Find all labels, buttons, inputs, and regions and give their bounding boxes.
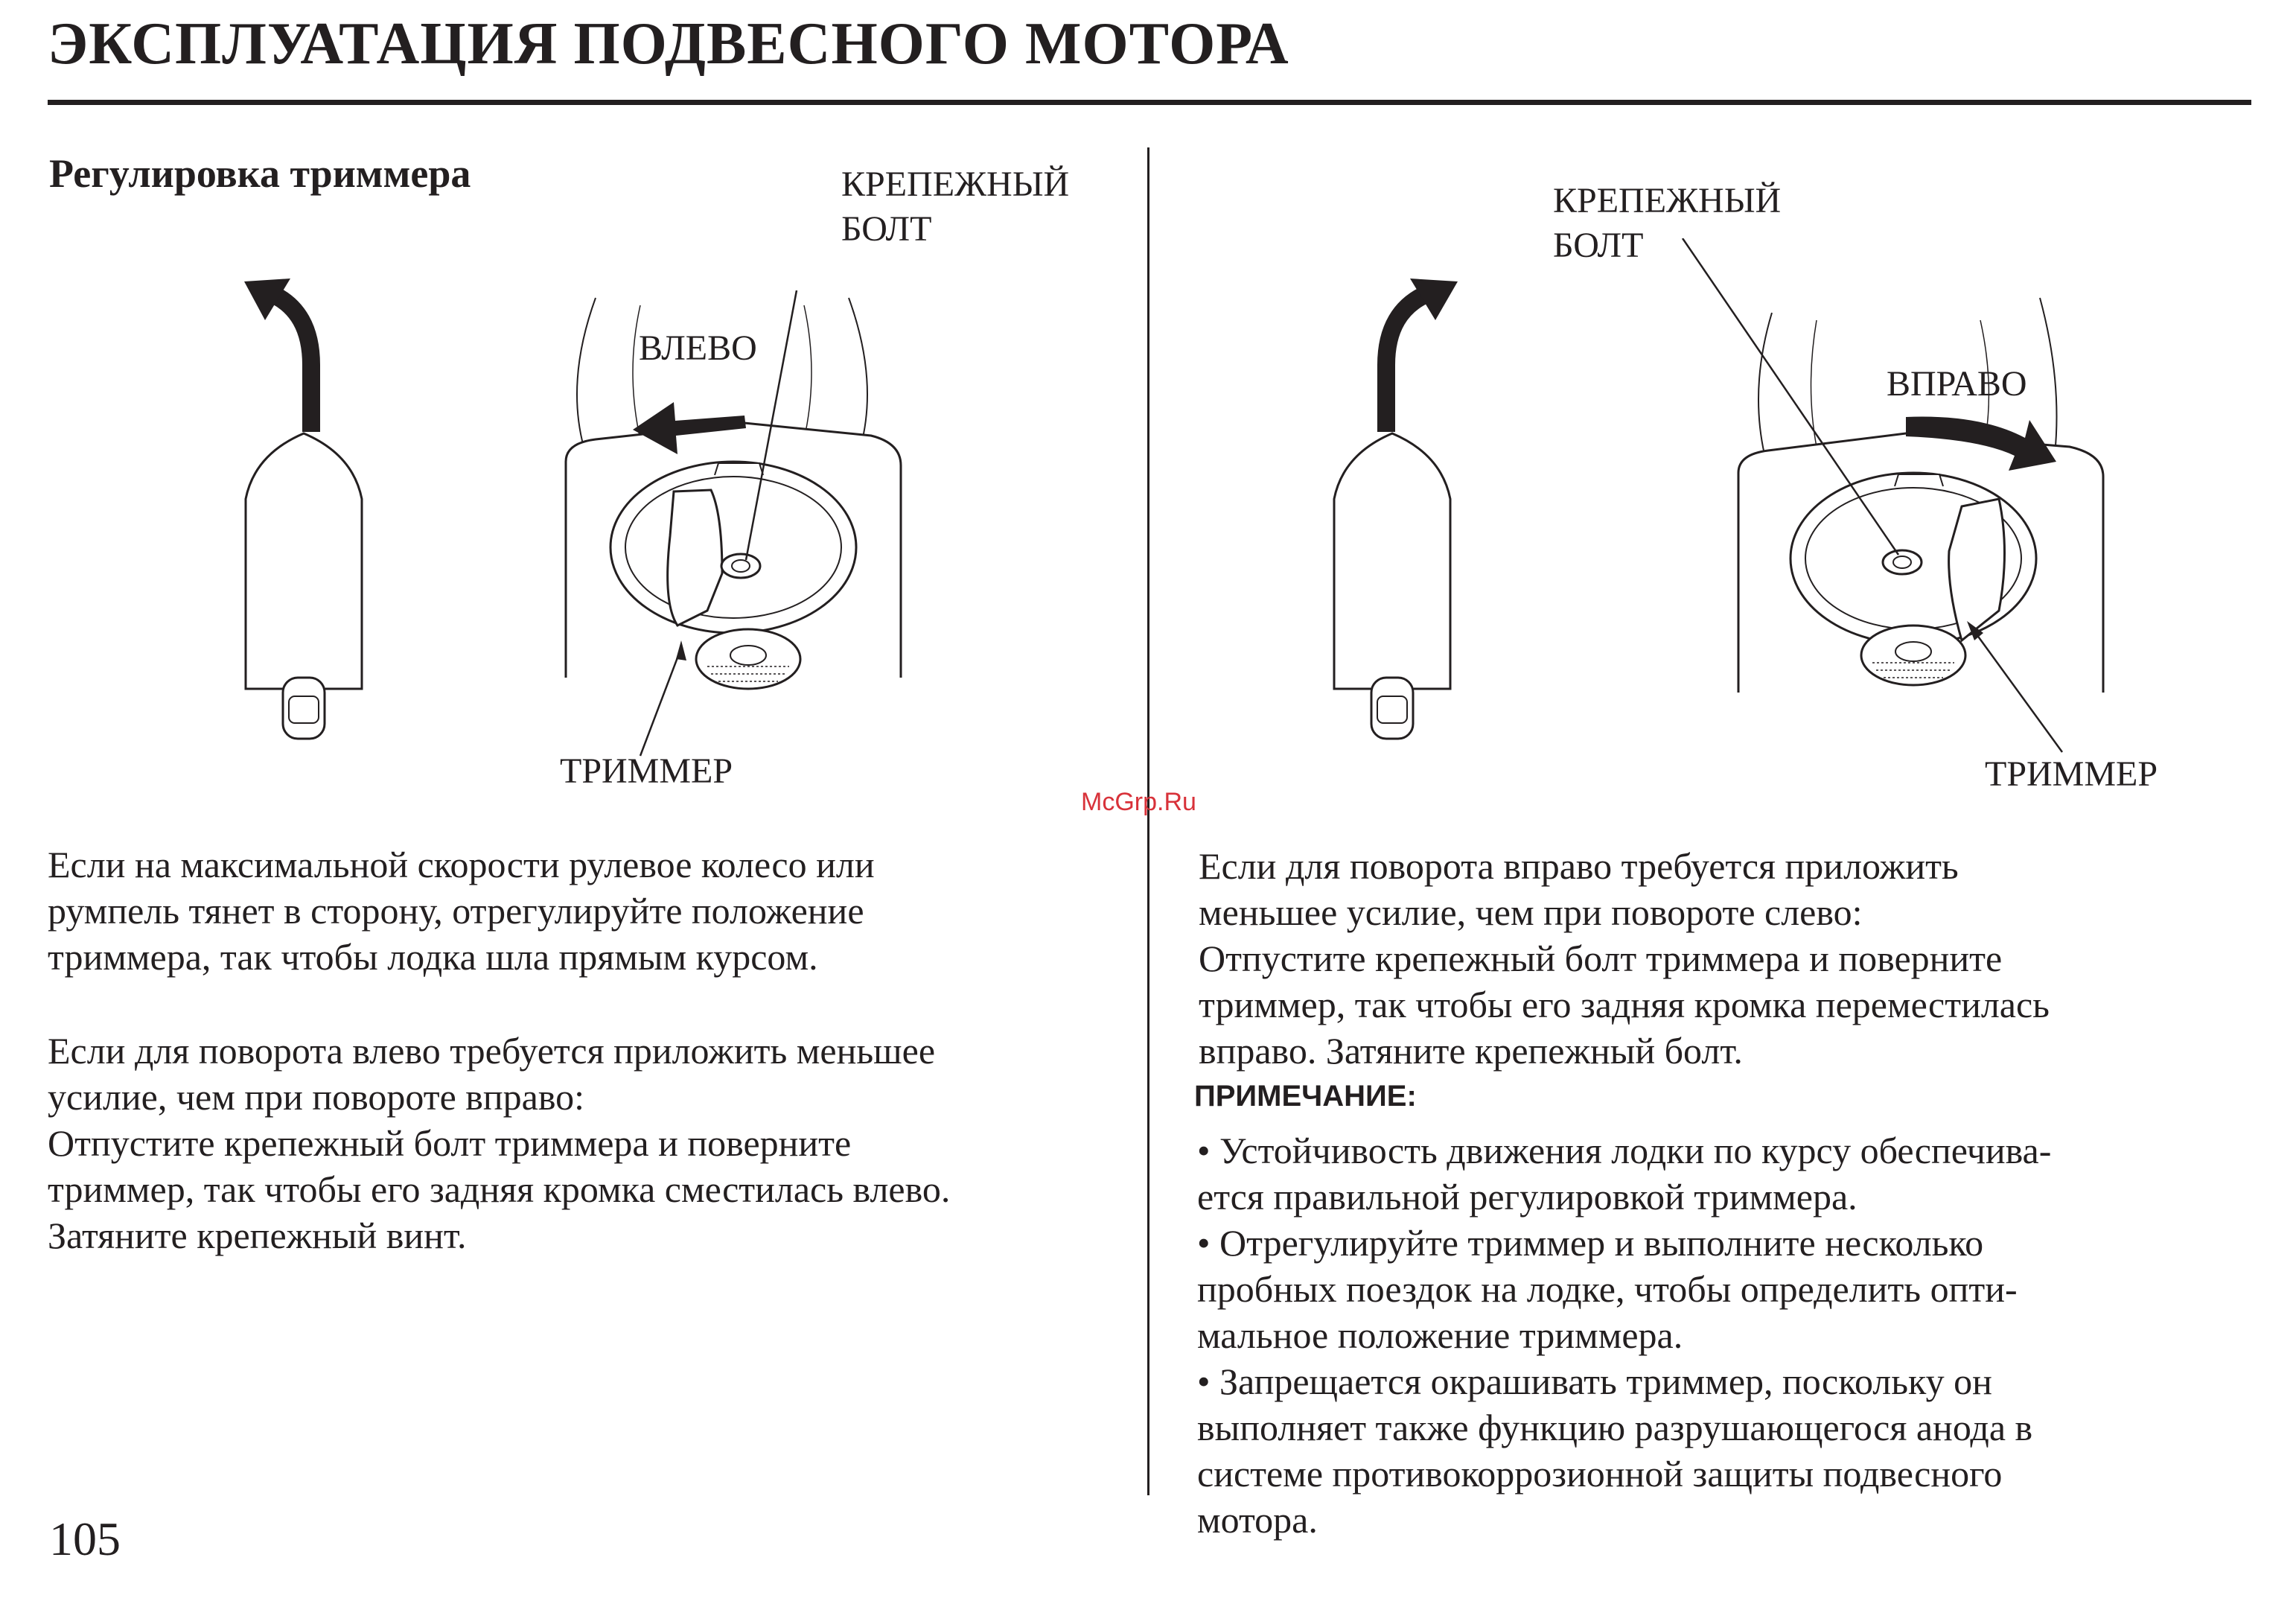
left-paragraph-1 (48, 841, 875, 980)
page-title: ЭКСПЛУАТАЦИЯ ПОДВЕСНОГО МОТОРА (48, 11, 1289, 77)
direction-label-left: ВЛЕВО (639, 328, 757, 368)
note-line: выполняет также функцию разрушающегося анода в (1197, 1407, 2033, 1448)
direction-label-right: ВПРАВО (1887, 364, 2027, 404)
trimmer-label-right: ТРИММЕР (1985, 754, 2158, 794)
text-line: вправо. Затяните крепежный болт. (1199, 1030, 1743, 1072)
text-line: Отпустите крепежный болт триммера и поверните (1199, 938, 2003, 979)
column-divider (1147, 147, 1149, 1495)
text-line: Если на максимальной скорости рулевое колесо или (48, 844, 875, 885)
text-line: Отпустите крепежный болт триммера и поверните (48, 1122, 852, 1164)
notes-list (1197, 1127, 2051, 1543)
text-line: Затяните крепежный винт. (48, 1215, 467, 1256)
bolt-label-right-line2: БОЛТ (1553, 226, 1644, 265)
note-line: • Запрещается окрашивать триммер, поскольку он (1197, 1360, 1992, 1402)
note-line: мотора. (1197, 1499, 1318, 1541)
trimmer-label-left: ТРИММЕР (560, 751, 733, 791)
note-line: • Отрегулируйте триммер и выполните несколько (1197, 1222, 1984, 1264)
text-line: румпель тянет в сторону, отрегулируйте положение (48, 890, 864, 932)
note-line: системе противокоррозионной защиты подвесного (1197, 1453, 2003, 1495)
bolt-label-left-line1: КРЕПЕЖНЫЙ (841, 165, 1070, 204)
text-line: триммер, так чтобы его задняя кромка сместилась влево. (48, 1168, 951, 1210)
note-line: пробных поездок на лодке, чтобы определить опти- (1197, 1268, 2018, 1310)
text-line: меньшее усилие, чем при повороте слево: (1199, 891, 1863, 933)
text-line: усилие, чем при повороте вправо: (48, 1076, 584, 1118)
text-line: Если для поворота вправо требуется приложить (1199, 845, 1959, 887)
left-paragraph-2 (48, 1028, 950, 1258)
boat-turn-left-illustration (238, 276, 372, 760)
text-line: триммера, так чтобы лодка шла прямым курсом. (48, 936, 818, 978)
watermark: McGrp.Ru (1081, 788, 1196, 816)
note-line: ется правильной регулировкой триммера. (1197, 1176, 1857, 1218)
boat-turn-right-illustration (1327, 276, 1476, 760)
note-line: • Устойчивость движения лодки по курсу обеспечива- (1197, 1130, 2052, 1171)
motor-trimmer-right-illustration (1668, 238, 2174, 760)
note-heading: ПРИМЕЧАНИЕ: (1194, 1080, 1417, 1113)
text-line: триммер, так чтобы его задняя кромка переместилась (1199, 984, 2050, 1025)
title-rule (48, 100, 2251, 105)
page-number: 105 (49, 1512, 121, 1565)
note-line: мальное положение триммера. (1197, 1314, 1683, 1356)
text-line: Если для поворота влево требуется приложить меньшее (48, 1030, 936, 1072)
bolt-label-right (1553, 179, 1781, 268)
bolt-label-left-line2: БОЛТ (841, 209, 932, 249)
right-paragraph-1 (1199, 843, 2050, 1074)
bolt-label-right-line1: КРЕПЕЖНЫЙ (1553, 181, 1782, 220)
bolt-label-left (841, 162, 1069, 252)
section-heading: Регулировка триммера (49, 151, 471, 196)
motor-trimmer-left-illustration (551, 290, 968, 767)
